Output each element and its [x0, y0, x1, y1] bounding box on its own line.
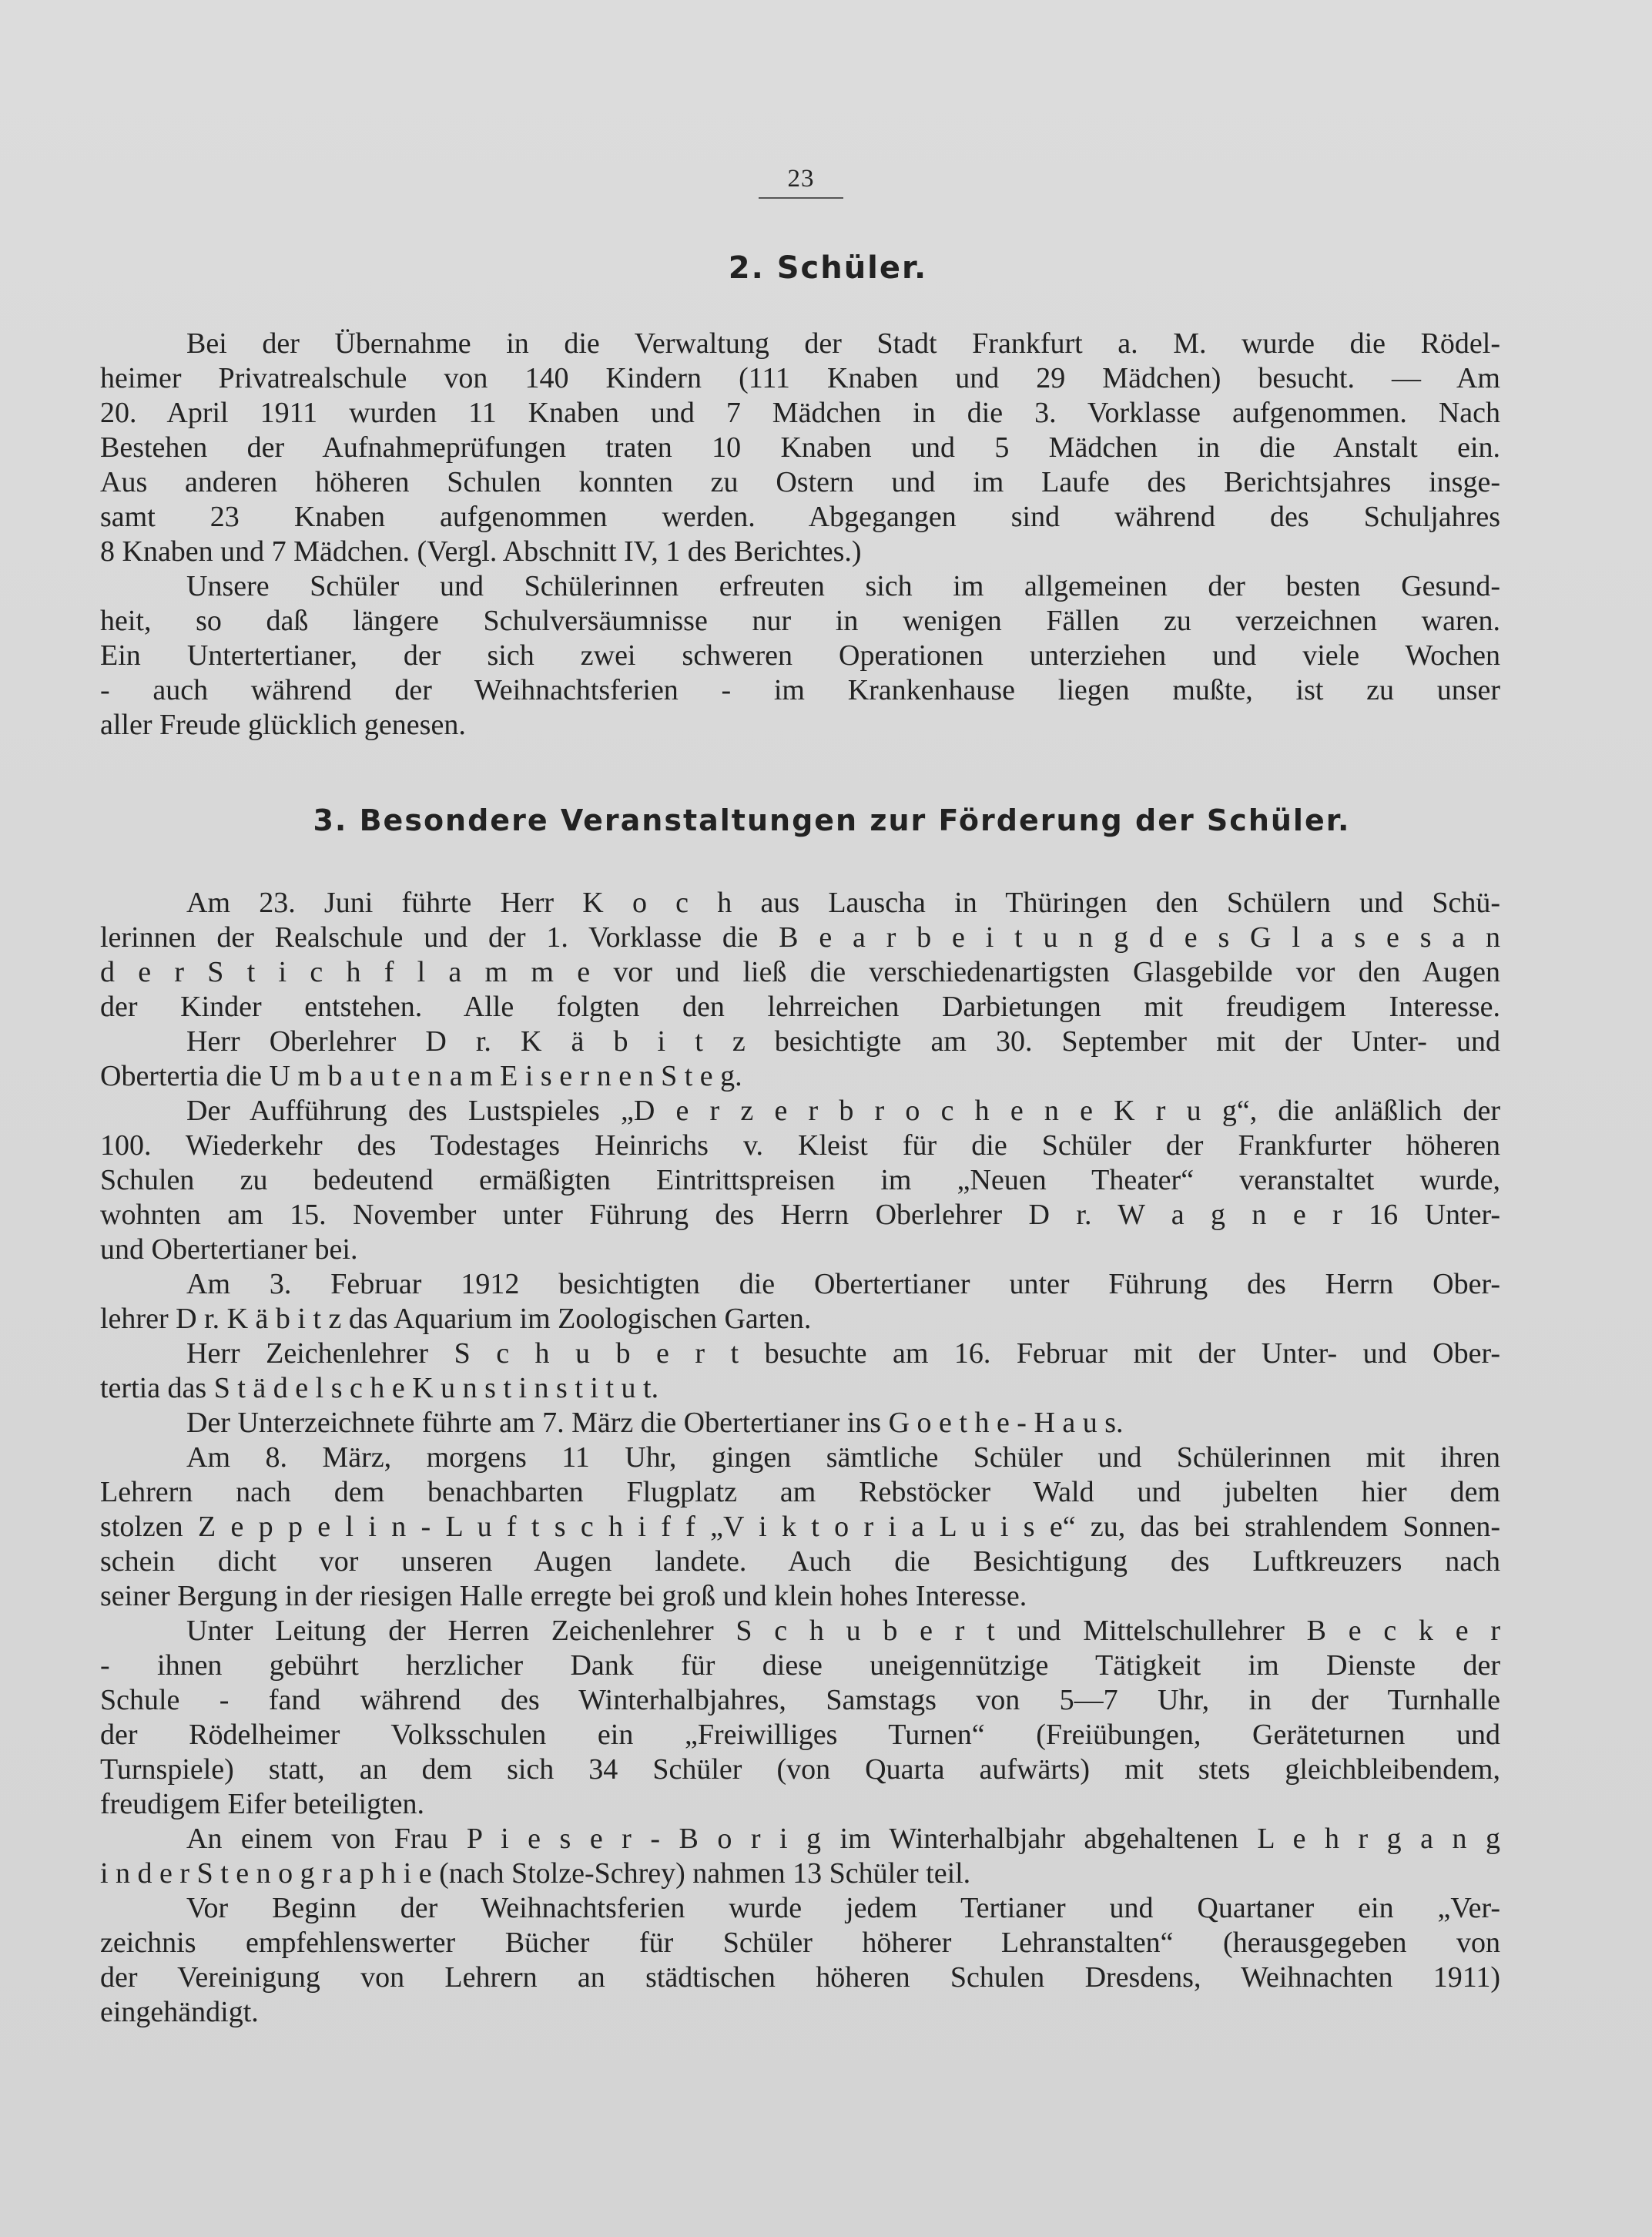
- paragraph-line: seiner Bergung in der riesigen Halle erregte bei groß und klein hohes Interesse.: [100, 1580, 1027, 1612]
- paragraph-line: Turnspiele) statt, an dem sich 34 Schüler (von Quarta aufwärts) mit stets gleichbleibendem,: [100, 1753, 1500, 1786]
- paragraph-line: tertia das S t ä d e l s c h e K u n s t i n s t i t u t.: [100, 1372, 659, 1404]
- paragraph-line: i n d e r S t e n o g r a p h i e (nach Stolze-Schrey) nahmen 13 Schüler teil.: [100, 1857, 971, 1890]
- paragraph-line: d e r S t i c h f l a m m e vor und ließ die verschiedenartigsten Glasgebilde vor den Augen: [100, 956, 1500, 988]
- section-2-heading: 2. Schüler.: [728, 250, 928, 286]
- paragraph-line: Am 23. Juni führte Herr K o c h aus Lauscha in Thüringen den Schülern und Schü-: [186, 887, 1500, 919]
- paragraph-line: Ein Untertertianer, der sich zwei schweren Operationen unterziehen und viele Wochen: [100, 639, 1500, 672]
- paragraph-line: 100. Wiederkehr des Todestages Heinrichs v. Kleist für die Schüler der Frankfurter höheren: [100, 1129, 1500, 1162]
- paragraph-line: Am 8. März, morgens 11 Uhr, gingen sämtliche Schüler und Schülerinnen mit ihren: [186, 1441, 1500, 1474]
- paragraph-line: An einem von Frau P i e s e r - B o r i g im Winterhalbjahr abgehaltenen L e h r g a n g: [186, 1823, 1500, 1855]
- paragraph-line: Bestehen der Aufnahmeprüfungen traten 10 Knaben und 5 Mädchen in die Anstalt ein.: [100, 431, 1500, 464]
- paragraph-line: heimer Privatrealschule von 140 Kindern (111 Knaben und 29 Mädchen) besucht. — Am: [100, 362, 1500, 394]
- paragraph-line: Obertertia die U m b a u t e n a m E i s e r n e n S t e g.: [100, 1060, 742, 1092]
- paragraph-line: zeichnis empfehlenswerter Bücher für Schüler höherer Lehranstalten“ (herausgegeben von: [100, 1927, 1500, 1959]
- paragraph-line: stolzen Z e p p e l i n - L u f t s c h i f f „V i k t o r i a L u i s e“ zu, das bei strahlendem Sonnen-: [100, 1511, 1500, 1543]
- paragraph-line: - ihnen gebührt herzlicher Dank für diese uneigennützige Tätigkeit im Dienste der: [100, 1649, 1500, 1682]
- paragraph-line: lerinnen der Realschule und der 1. Vorklasse die B e a r b e i t u n g d e s G l a s e s a n: [100, 921, 1500, 954]
- paragraph-line: und Obertertianer bei.: [100, 1233, 358, 1266]
- paragraph-line: Lehrern nach dem benachbarten Flugplatz am Rebstöcker Wald und jubelten hier dem: [100, 1476, 1500, 1508]
- paragraph-line: aller Freude glücklich genesen.: [100, 709, 466, 741]
- paragraph-line: Bei der Übernahme in die Verwaltung der Stadt Frankfurt a. M. wurde die Rödel-: [186, 327, 1500, 360]
- paragraph-line: Herr Oberlehrer D r. K ä b i t z besichtigte am 30. September mit der Unter- und: [186, 1025, 1500, 1058]
- paragraph-line: wohnten am 15. November unter Führung des Herrn Oberlehrer D r. W a g n e r 16 Unter-: [100, 1199, 1500, 1231]
- paragraph-line: 8 Knaben und 7 Mädchen. (Vergl. Abschnitt IV, 1 des Berichtes.): [100, 535, 862, 568]
- paragraph-line: Der Aufführung des Lustspieles „D e r z e r b r o c h e n e K r u g“, die anläßlich der: [186, 1095, 1500, 1127]
- paragraph-line: Der Unterzeichnete führte am 7. März die Obertertianer ins G o e t h e - H a u s.: [186, 1407, 1124, 1439]
- paragraph-line: freudigem Eifer beteiligten.: [100, 1788, 424, 1820]
- paragraph-line: lehrer D r. K ä b i t z das Aquarium im Zoologischen Garten.: [100, 1303, 812, 1335]
- section-3-heading: 3. Besondere Veranstaltungen zur Förderung der Schüler.: [313, 803, 1351, 837]
- paragraph-line: Unter Leitung der Herren Zeichenlehrer S c h u b e r t und Mittelschullehrer B e c k e r: [186, 1615, 1500, 1647]
- paragraph-line: Herr Zeichenlehrer S c h u b e r t besuchte am 16. Februar mit der Unter- und Ober-: [186, 1337, 1500, 1370]
- paragraph-line: Unsere Schüler und Schülerinnen erfreuten sich im allgemeinen der besten Gesund-: [186, 570, 1500, 602]
- paragraph-line: heit, so daß längere Schulversäumnisse nur in wenigen Fällen zu verzeichnen waren.: [100, 605, 1500, 637]
- paragraph-line: eingehändigt.: [100, 1996, 259, 2028]
- page-number: 23: [759, 163, 843, 199]
- paragraph-line: der Rödelheimer Volksschulen ein „Freiwilliges Turnen“ (Freiübungen, Geräteturnen und: [100, 1719, 1500, 1751]
- paragraph-line: Am 3. Februar 1912 besichtigten die Obertertianer unter Führung des Herrn Ober-: [186, 1268, 1500, 1300]
- paragraph-line: 20. April 1911 wurden 11 Knaben und 7 Mädchen in die 3. Vorklasse aufgenommen. Nach: [100, 397, 1500, 429]
- paragraph-line: schein dicht vor unseren Augen landete. Auch die Besichtigung des Luftkreuzers nach: [100, 1545, 1500, 1578]
- paragraph-line: - auch während der Weihnachtsferien - im Krankenhause liegen mußte, ist zu unser: [100, 674, 1500, 706]
- paragraph-line: samt 23 Knaben aufgenommen werden. Abgegangen sind während des Schuljahres: [100, 501, 1500, 533]
- paragraph-line: der Kinder entstehen. Alle folgten den lehrreichen Darbietungen mit freudigem Interesse.: [100, 991, 1500, 1023]
- paragraph-line: der Vereinigung von Lehrern an städtischen höheren Schulen Dresdens, Weihnachten 1911): [100, 1961, 1500, 1994]
- paragraph-line: Vor Beginn der Weihnachtsferien wurde jedem Tertianer und Quartaner ein „Ver-: [186, 1892, 1500, 1924]
- paragraph-line: Schule - fand während des Winterhalbjahres, Samstags von 5—7 Uhr, in der Turnhalle: [100, 1684, 1500, 1716]
- paragraph-line: Schulen zu bedeutend ermäßigten Eintrittspreisen im „Neuen Theater“ veranstaltet wurde,: [100, 1164, 1500, 1196]
- paragraph-line: Aus anderen höheren Schulen konnten zu Ostern und im Laufe des Berichtsjahres insge-: [100, 466, 1500, 498]
